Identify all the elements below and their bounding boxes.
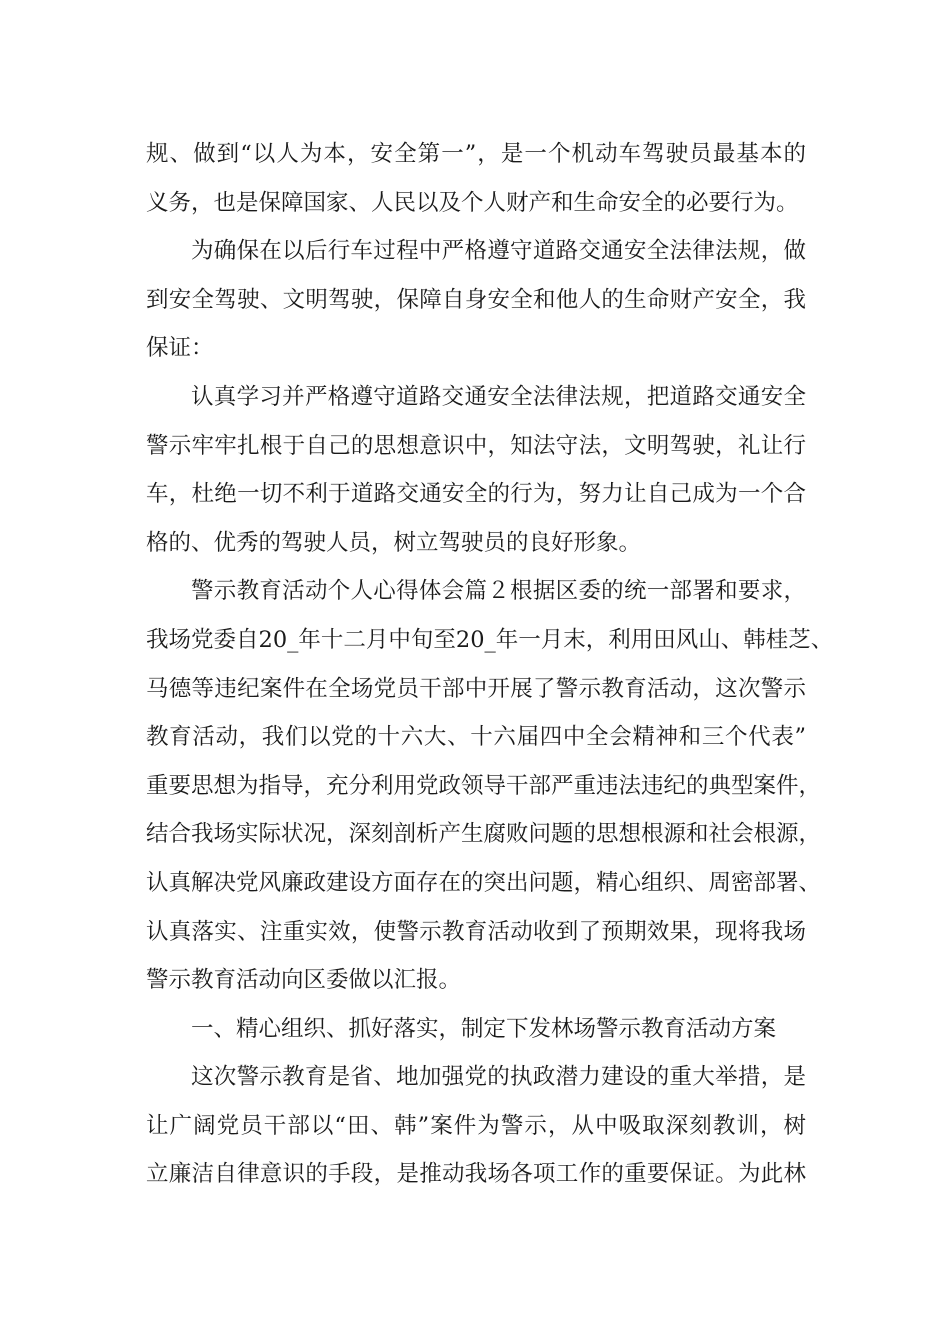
text-line: 为确保在以后行车过程中严格遵守道路交通安全法律法规，做 bbox=[191, 238, 806, 265]
text-line: 认真落实、注重实效，使警示教育活动收到了预期效果，现将我场 bbox=[146, 918, 806, 945]
text-line: 教育活动，我们以党的十六大、十六届四中全会精神和三个代表” bbox=[146, 724, 806, 751]
text-line: 认真学习并严格遵守道路交通安全法律法规，把道路交通安全 bbox=[191, 383, 806, 410]
text-line: 一、精心组织、抓好落实，制定下发林场警示教育活动方案 bbox=[191, 1015, 777, 1042]
text-line: 我场党委自20_年十二月中旬至20_年一月末，利用田风山、韩桂芝、 bbox=[146, 626, 834, 653]
text-line: 车，杜绝一切不利于道路交通安全的行为，努力让自己成为一个合 bbox=[146, 481, 806, 508]
text-line: 结合我场实际状况，深刻剖析产生腐败问题的思想根源和社会根源， bbox=[146, 821, 822, 848]
text-line: 让广阔党员干部以“田、韩”案件为警示，从中吸取深刻教训，树 bbox=[146, 1112, 806, 1139]
text-line: 规、做到“以人为本，安全第一”，是一个机动车驾驶员最基本的 bbox=[146, 141, 806, 167]
text-line: 警示教育活动向区委做以汇报。 bbox=[146, 967, 462, 994]
text-line: 保证： bbox=[146, 335, 214, 362]
text-line: 重要思想为指导，充分利用党政领导干部严重违法违纪的典型案件， bbox=[146, 772, 822, 799]
text-line: 到安全驾驶、文明驾驶，保障自身安全和他人的生命财产安全，我 bbox=[146, 286, 806, 313]
text-line: 警示牢牢扎根于自己的思想意识中，知法守法，文明驾驶，礼让行 bbox=[146, 432, 806, 459]
text-line: 这次警示教育是省、地加强党的执政潜力建设的重大举措，是 bbox=[191, 1064, 806, 1091]
text-line: 格的、优秀的驾驶人员，树立驾驶员的良好形象。 bbox=[146, 529, 642, 556]
text-line: 警示教育活动个人心得体会篇２根据区委的统一部署和要求， bbox=[191, 578, 806, 605]
text-line: 认真解决党风廉政建设方面存在的突出问题，精心组织、周密部署、 bbox=[146, 869, 822, 896]
text-line: 立廉洁自律意识的手段，是推动我场各项工作的重要保证。为此林 bbox=[146, 1161, 806, 1188]
text-line: 马德等违纪案件在全场党员干部中开展了警示教育活动，这次警示 bbox=[146, 675, 806, 702]
document-body bbox=[146, 130, 834, 1199]
text-line: 义务，也是保障国家、人民以及个人财产和生命安全的必要行为。 bbox=[146, 189, 799, 216]
